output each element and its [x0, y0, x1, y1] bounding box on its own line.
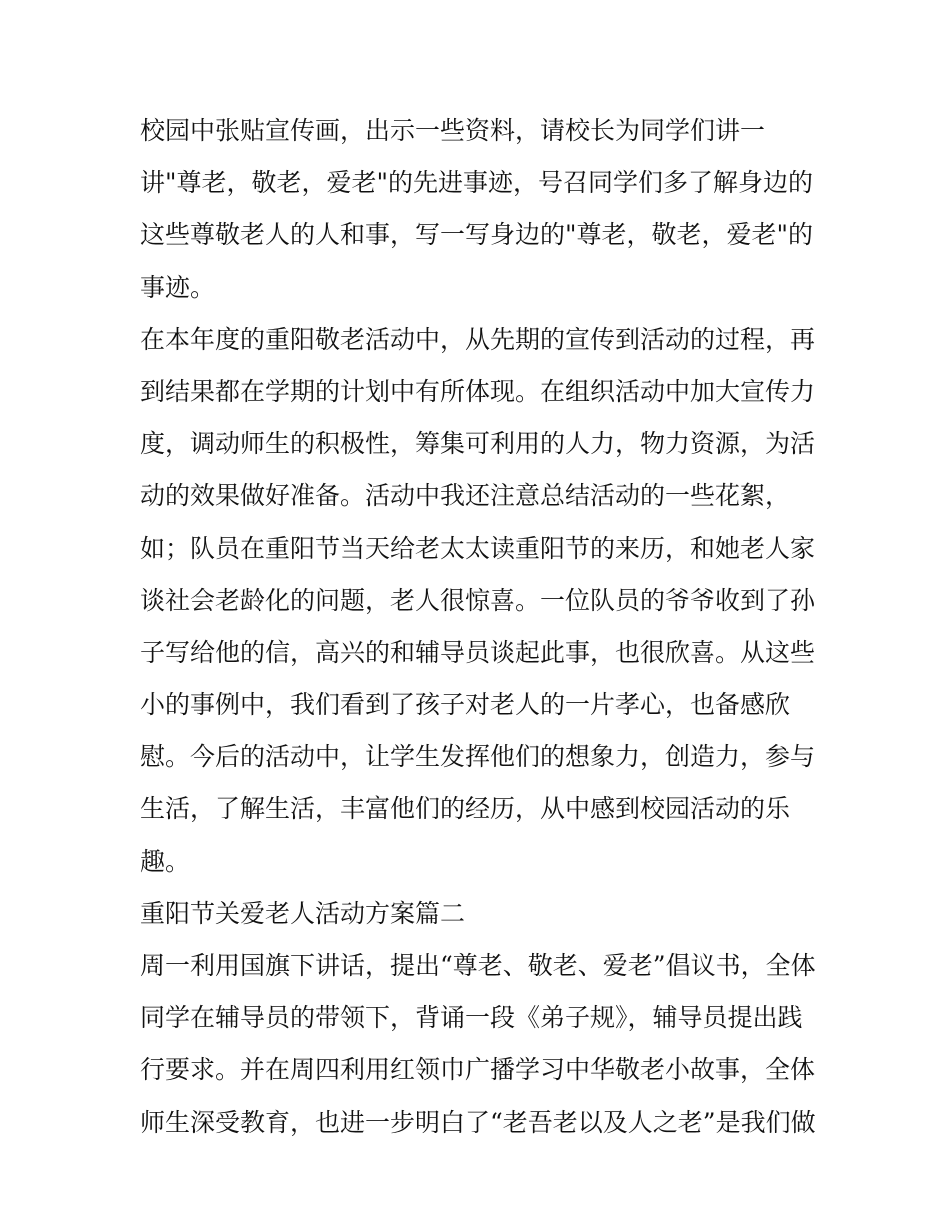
paragraph-line-15: 趣。 — [140, 846, 191, 876]
section-heading: 重阳节关爱老人活动方案篇二 — [140, 898, 466, 928]
paragraph-line-11: 子写给他的信，高兴的和辅导员谈起此事，也很欣喜。从这些 — [140, 637, 816, 667]
paragraph-line-20: 师生深受教育，也进一步明白了“老吾老以及人之老”是我们做 — [140, 1107, 816, 1137]
paragraph-line-9: 如；队员在重阳节当天给老太太读重阳节的来历，和她老人家 — [140, 533, 816, 563]
paragraph-line-8: 动的效果做好准备。活动中我还注意总结活动的一些花絮， — [140, 481, 791, 511]
paragraph-line-7: 度，调动师生的积极性，筹集可利用的人力，物力资源，为活 — [140, 429, 816, 459]
paragraph-line-3: 这些尊敬老人的人和事，写一写身边的"尊老，敬老，爱老"的 — [140, 220, 814, 250]
paragraph-line-2: 讲"尊老，敬老，爱老"的先进事迹，号召同学们多了解身边的 — [140, 168, 814, 198]
document-body — [140, 105, 820, 1149]
paragraph-line-14: 生活，了解生活，丰富他们的经历，从中感到校园活动的乐 — [140, 794, 791, 824]
paragraph-line-10: 谈社会老龄化的问题，老人很惊喜。一位队员的爷爷收到了孙 — [140, 585, 816, 615]
paragraph-line-19: 行要求。并在周四利用红领巾广播学习中华敬老小故事，全体 — [140, 1055, 816, 1085]
paragraph-line-12: 小的事例中，我们看到了孩子对老人的一片孝心，也备感欣 — [140, 690, 791, 720]
paragraph-line-5: 在本年度的重阳敬老活动中，从先期的宣传到活动的过程，再 — [140, 324, 816, 354]
paragraph-line-17: 周一利用国旗下讲话，提出“尊老、敬老、爱老”倡议书，全体 — [140, 951, 816, 980]
paragraph-line-4: 事迹。 — [140, 272, 216, 302]
paragraph-line-13: 慰。今后的活动中，让学生发挥他们的想象力，创造力，参与 — [140, 742, 816, 772]
paragraph-line-1: 校园中张贴宣传画，出示一些资料，请校长为同学们讲一 — [140, 116, 766, 145]
paragraph-line-6: 到结果都在学期的计划中有所体现。在组织活动中加大宣传力 — [140, 376, 816, 406]
paragraph-line-18: 同学在辅导员的带领下，背诵一段《弟子规》，辅导员提出践 — [140, 1003, 803, 1033]
